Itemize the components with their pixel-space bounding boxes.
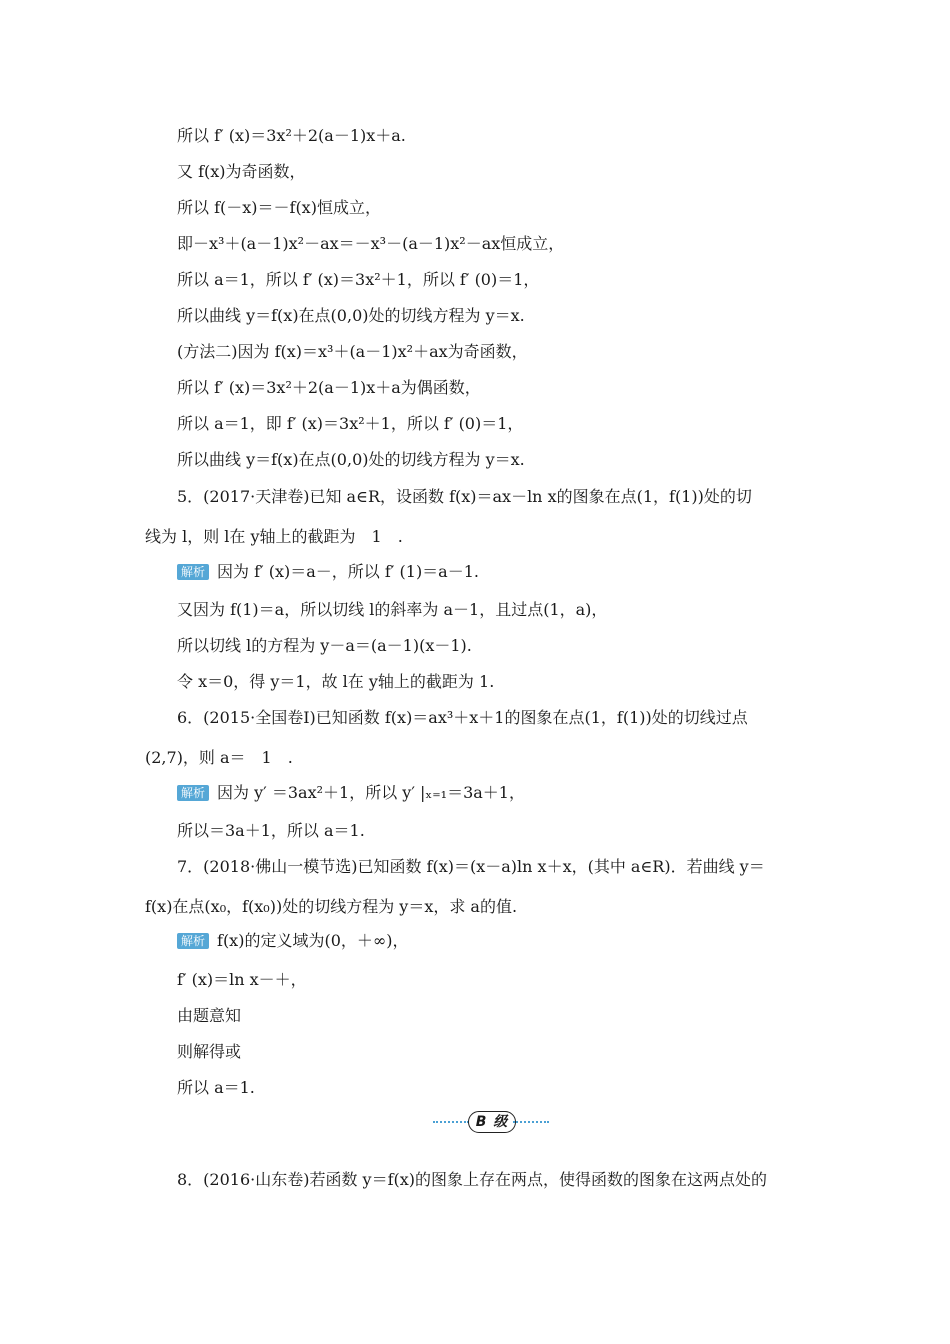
divider-dots (433, 1121, 469, 1123)
analysis-6 (177, 783, 525, 803)
analysis-badge: 解析 (177, 785, 209, 801)
analysis-5 (177, 562, 479, 582)
analysis-line: 令 x＝0，得 y＝1，故 l在 y轴上的截距为 1. (177, 672, 495, 691)
question-7-text: f(x)在点(x₀，f(x₀))处的切线方程为 y＝x，求 a的值. (145, 897, 518, 916)
level-divider (433, 1111, 549, 1133)
analysis-text: f(x)的定义域为(0，＋∞)， (217, 931, 409, 950)
solution-line: 所以曲线 y＝f(x)在点(0,0)处的切线方程为 y＝x. (177, 306, 525, 325)
solution-line: 所以 f′ (x)＝3x²＋2(a－1)x＋a. (177, 126, 406, 145)
analysis-line: 所以切线 l的方程为 y－a＝(a－1)(x－1). (177, 636, 472, 655)
solution-line: 所以 f(－x)＝－f(x)恒成立， (177, 198, 381, 217)
question-7-text: 7．(2018·佛山一模节选)已知函数 f(x)＝(x－a)ln x＋x，(其中 a∈R)．若曲线 y＝ (177, 857, 765, 876)
divider-dots (513, 1121, 549, 1123)
question-6-text: (2,7)，则 a＝ 1 . (145, 748, 293, 767)
analysis-line: 则解得或 (177, 1042, 242, 1061)
solution-line: 所以 a＝1，所以 f′ (x)＝3x²＋1，所以 f′ (0)＝1， (177, 270, 540, 289)
analysis-line: 所以＝3a＋1，所以 a＝1. (177, 821, 365, 840)
question-5-text: 5．(2017·天津卷)已知 a∈R，设函数 f(x)＝ax－ln x的图象在点(1，f(1))处的切 (177, 487, 752, 506)
solution-line: 所以 f′ (x)＝3x²＋2(a－1)x＋a为偶函数， (177, 378, 481, 397)
analysis-line: 又因为 f(1)＝a，所以切线 l的斜率为 a－1，且过点(1，a)， (177, 600, 608, 619)
analysis-line: 由题意知 (177, 1006, 242, 1025)
analysis-line: 所以 a＝1. (177, 1078, 255, 1097)
analysis-text: 因为 y′ ＝3ax²＋1，所以 y′ |ₓ₌₁＝3a＋1， (217, 783, 525, 802)
analysis-badge: 解析 (177, 564, 209, 580)
question-8-text: 8．(2016·山东卷)若函数 y＝f(x)的图象上存在两点，使得函数的图象在这两点处的 (177, 1170, 768, 1189)
solution-line: (方法二)因为 f(x)＝x³＋(a－1)x²＋ax为奇函数， (177, 342, 528, 361)
question-6-text: 6．(2015·全国卷Ⅰ)已知函数 f(x)＝ax³＋x＋1的图象在点(1，f(1))处的切线过点 (177, 708, 748, 727)
solution-line: 所以曲线 y＝f(x)在点(0,0)处的切线方程为 y＝x. (177, 450, 525, 469)
solution-line: 所以 a＝1，即 f′ (x)＝3x²＋1，所以 f′ (0)＝1， (177, 414, 524, 433)
solution-line: 又 f(x)为奇函数， (177, 162, 306, 181)
solution-line: 即－x³＋(a－1)x²－ax＝－x³－(a－1)x²－ax恒成立， (177, 234, 565, 253)
analysis-badge: 解析 (177, 933, 209, 949)
analysis-line: f′ (x)＝ln x－＋， (177, 970, 307, 989)
analysis-7 (177, 931, 408, 951)
analysis-text: 因为 f′ (x)＝a－，所以 f′ (1)＝a－1. (217, 562, 479, 581)
level-b-label: B 级 (468, 1111, 516, 1133)
question-5-text: 线为 l，则 l在 y轴上的截距为 1 . (145, 527, 403, 546)
